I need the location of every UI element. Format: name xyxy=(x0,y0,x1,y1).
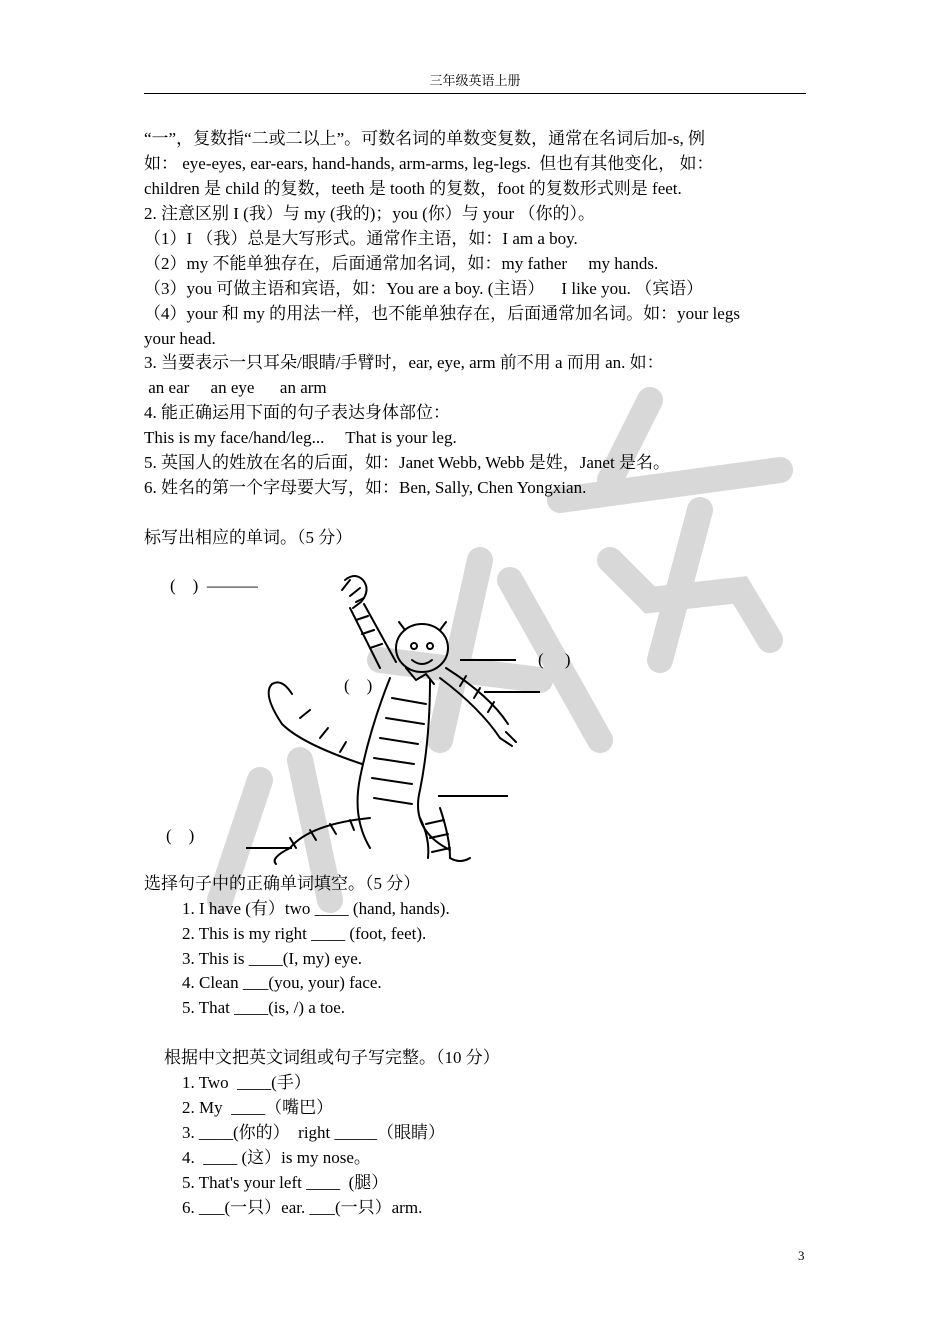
text-line: your head. xyxy=(144,329,216,348)
text-line: 5. 英国人的姓放在名的后面，如：Janet Webb, Webb 是姓，Janet 是名。 xyxy=(144,453,670,472)
exercise-item: 3. This is ____(I, my) eye. xyxy=(182,949,363,968)
text-line: This is my face/hand/leg... That is your leg. xyxy=(144,428,457,447)
exercise-item: 4. ____ (这）is my nose。 xyxy=(182,1148,371,1167)
page-header: 三年级英语上册 xyxy=(144,70,806,94)
exercise-item: 6. ___(一只）ear. ___(一只）arm. xyxy=(182,1198,423,1217)
section-title: 标写出相应的单词。（5 分） xyxy=(144,528,353,547)
exercise-item: 3. ____(你的） right _____（眼睛） xyxy=(182,1123,446,1142)
page-number: 3 xyxy=(798,1248,805,1263)
label-blank: ( ) xyxy=(344,676,373,695)
exercise-item: 4. Clean ___(you, your) face. xyxy=(182,973,382,992)
label-blank: ( ) xyxy=(166,826,195,845)
exercise-item: 5. That's your left ____ (腿） xyxy=(182,1173,389,1192)
exercise-item: 5. That ____(is, /) a toe. xyxy=(182,998,346,1017)
section-title: 选择句子中的正确单词填空。（5 分） xyxy=(144,874,421,893)
text-line: 3. 当要表示一只耳朵/眼睛/手臂时，ear, eye, arm 前不用 a 而用 an. 如： xyxy=(144,353,664,372)
exercise-item: 1. I have (有）two ____ (hand, hands). xyxy=(182,899,450,918)
tiger-illustration xyxy=(150,568,570,868)
text-line: an ear an eye an arm xyxy=(144,378,327,397)
exercise-item: 2. My ____（嘴巴） xyxy=(182,1098,334,1117)
text-line: 4. 能正确运用下面的句子表达身体部位： xyxy=(144,403,450,422)
text-line: 如： eye-eyes, ear-ears, hand-hands, arm-arms, leg-legs. 但也有其他变化， 如： xyxy=(144,154,714,173)
text-line: “一”，复数指“二或二以上”。可数名词的单数变复数，通常在名词后加-s, 例 xyxy=(144,129,705,148)
exercise-item: 2. This is my right ____ (foot, feet). xyxy=(182,924,427,943)
label-blank: ( ) ——— xyxy=(170,576,258,595)
text-line: （2）my 不能单独存在，后面通常加名词，如：my father my hands. xyxy=(144,254,659,273)
text-line: 2. 注意区别 I (我）与 my (我的)；you (你）与 your （你的）。 xyxy=(144,204,595,223)
section-title: 根据中文把英文词组或句子写完整。（10 分） xyxy=(164,1048,500,1067)
exercise-item: 1. Two ____(手） xyxy=(182,1073,311,1092)
label-blank: ( ) xyxy=(538,650,571,669)
text-line: children 是 child 的复数，teeth 是 tooth 的复数，foot 的复数形式则是 feet. xyxy=(144,179,682,198)
text-line: 6. 姓名的第一个字母要大写，如：Ben, Sally, Chen Yongxian. xyxy=(144,478,587,497)
text-line: （1）I （我）总是大写形式。通常作主语，如：I am a boy. xyxy=(144,229,578,248)
text-line: （4）your 和 my 的用法一样，也不能单独存在，后面通常加名词。如：your legs xyxy=(144,304,740,323)
text-line: （3）you 可做主语和宾语，如：You are a boy. (主语） I like you. （宾语） xyxy=(144,279,704,298)
